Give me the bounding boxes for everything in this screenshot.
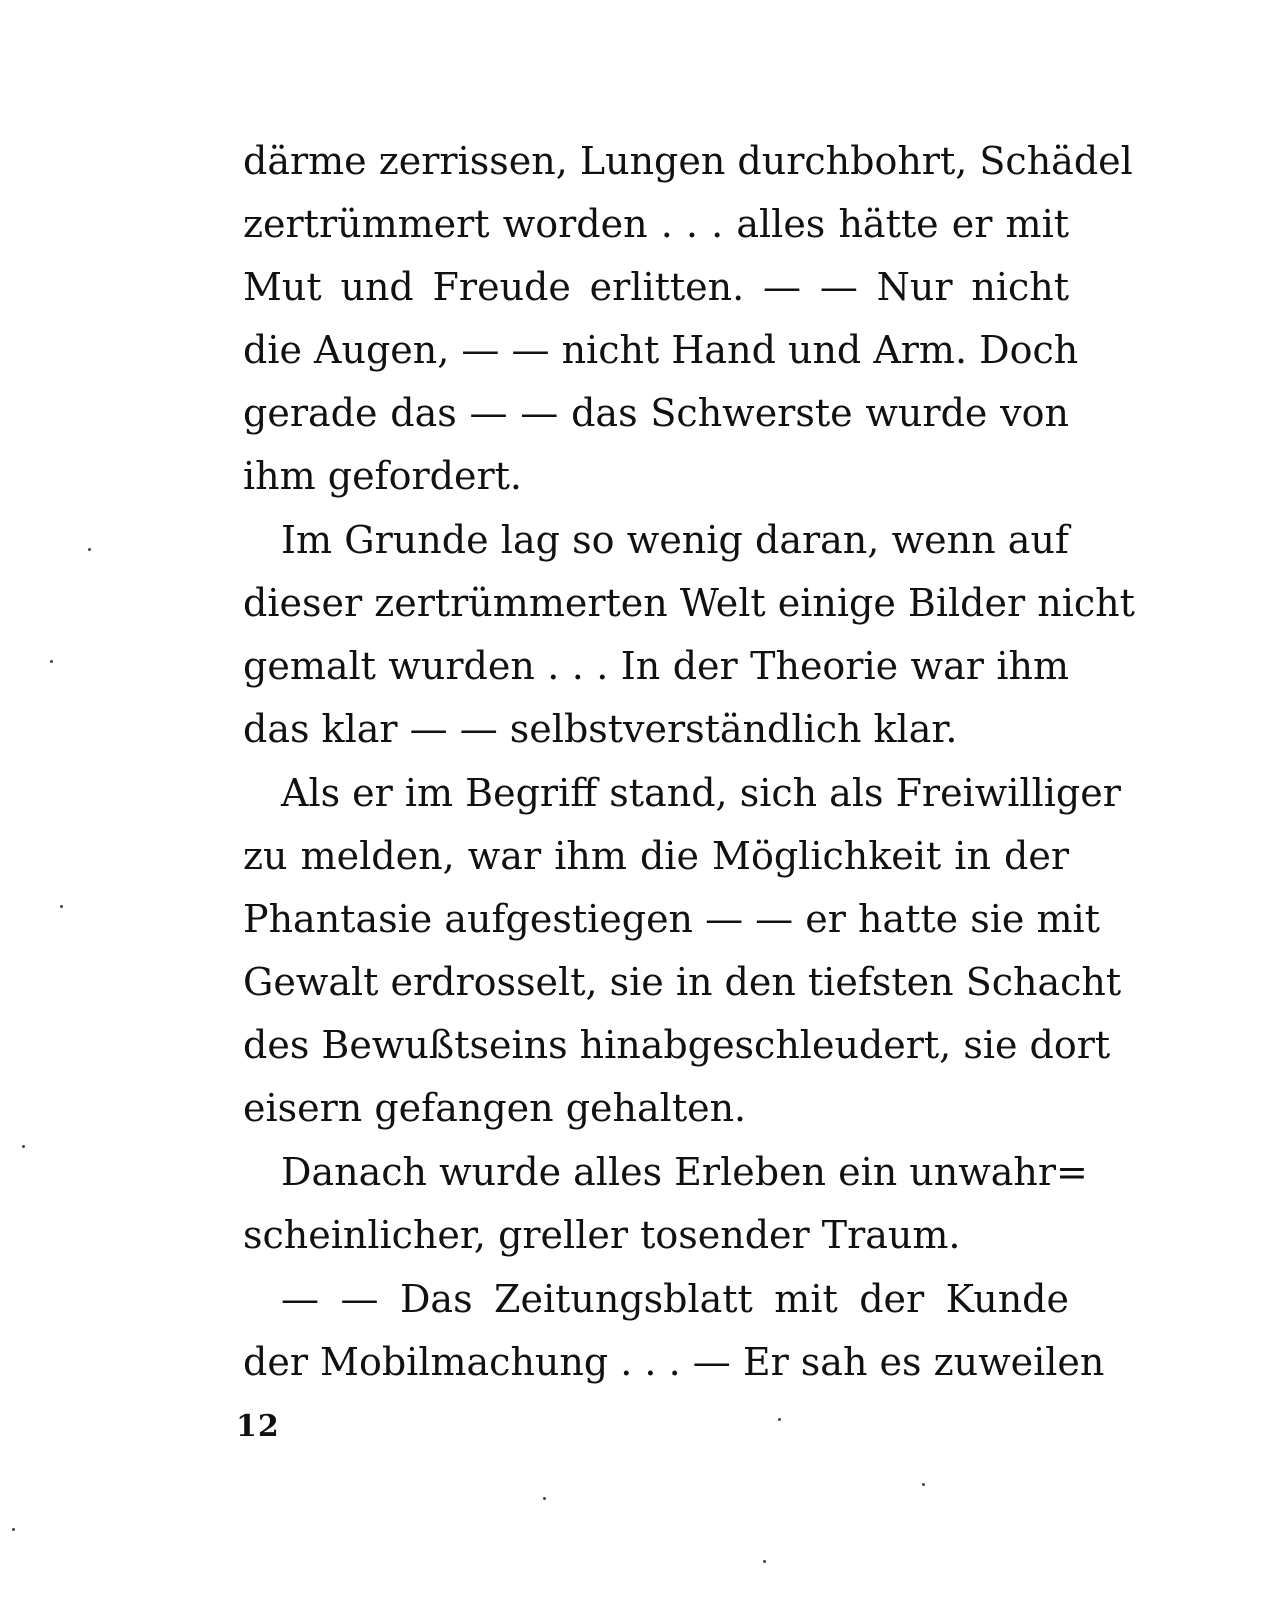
- scan-speck: [778, 1418, 781, 1421]
- scan-speck: [60, 905, 63, 908]
- scan-speck: [50, 660, 53, 663]
- page-number: 12: [236, 1409, 280, 1444]
- scan-speck: [763, 1560, 766, 1563]
- body-text: [243, 130, 1135, 1394]
- text-line: Danach wurde alles Erleben ein unwahr=: [281, 1150, 1088, 1194]
- text-line: Als er im Begriff stand, sich als Freiwilliger: [281, 771, 1121, 815]
- scan-speck: [12, 1528, 15, 1531]
- scan-speck: [922, 1483, 925, 1486]
- text-line: scheinlicher, greller tosender Traum.: [243, 1213, 961, 1257]
- paragraph-5: [243, 1268, 1105, 1394]
- scan-speck: [22, 1145, 25, 1148]
- text-line: des Bewußtseins hinabgeschleudert, sie dort: [243, 1023, 1111, 1067]
- paragraph-1: [243, 130, 1133, 508]
- text-line: der Mobilmachung . . . — Er sah es zuweilen: [243, 1340, 1105, 1384]
- text-line: ihm gefordert.: [243, 454, 522, 498]
- paragraph-4: [243, 1141, 1088, 1267]
- text-line: Im Grunde lag so wenig daran, wenn auf: [281, 518, 1069, 562]
- paragraph-2: [243, 509, 1135, 761]
- text-line: gerade das — — das Schwerste wurde von: [243, 391, 1069, 435]
- scan-speck: [88, 548, 91, 551]
- text-line: zertrümmert worden . . . alles hätte er mit: [243, 202, 1069, 246]
- text-line: — — Das Zeitungsblatt mit der Kunde: [281, 1277, 1069, 1321]
- text-line: die Augen, — — nicht Hand und Arm. Doch: [243, 328, 1079, 372]
- text-line: Mut und Freude erlitten. — — Nur nicht: [243, 265, 1069, 309]
- scan-speck: [543, 1497, 546, 1500]
- text-line: gemalt wurden . . . In der Theorie war ihm: [243, 644, 1069, 688]
- text-line: därme zerrissen, Lungen durchbohrt, Schädel: [243, 139, 1133, 183]
- text-line: das klar — — selbstverständlich klar.: [243, 707, 958, 751]
- text-line: Gewalt erdrosselt, sie in den tiefsten Schacht: [243, 960, 1122, 1004]
- text-line: dieser zertrümmerten Welt einige Bilder nicht: [243, 581, 1135, 625]
- paragraph-3: [243, 762, 1122, 1140]
- text-line: eisern gefangen gehalten.: [243, 1086, 747, 1130]
- text-line: Phantasie aufgestiegen — — er hatte sie mit: [243, 897, 1100, 941]
- text-line: zu melden, war ihm die Möglichkeit in der: [243, 834, 1069, 878]
